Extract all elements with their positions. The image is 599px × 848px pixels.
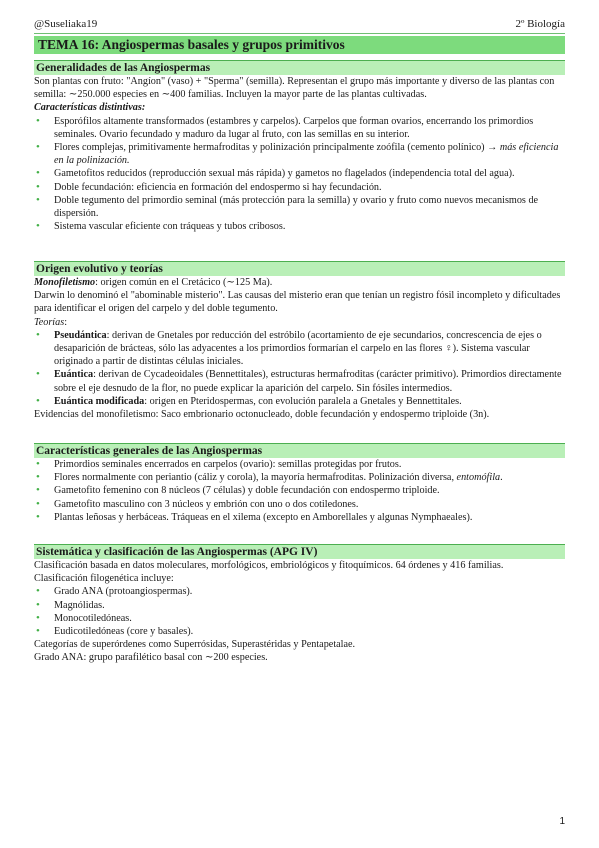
list-item: • Gametofitos reducidos (reproducción sexual más rápida) y gametos no flagelados (independencia total del agua).: [34, 167, 565, 180]
list-item: • Doble fecundación: eficiencia en formación del endospermo si hay fecundación.: [34, 181, 565, 194]
theories-list: [34, 329, 565, 408]
section-heading: Generalidades de las Angiospermas: [34, 60, 565, 75]
page-header: [34, 18, 565, 30]
list-item: • Grado ANA (protoangiospermas).: [34, 585, 565, 598]
subheading: Características distintivas:: [34, 102, 146, 114]
paragraph: Clasificación filogenética incluye:: [34, 573, 174, 585]
list-item: • Flores normalmente con periantio (cáliz y corola), la mayoría hermafroditas. Polinización diversa, entomófila.: [34, 471, 565, 484]
section-generalidades: [34, 60, 565, 233]
header-divider: [34, 33, 565, 34]
list-item: • Gametofito masculino con 3 núcleos y embrión con uno o dos cotiledones.: [34, 498, 565, 511]
section-sistematica: [34, 544, 565, 665]
list-item: • Sistema vascular eficiente con tráqueas y tubos cribosos.: [34, 220, 565, 233]
characteristics-list: [34, 458, 565, 524]
list-item: • Esporófilos altamente transformados (estambres y carpelos). Carpelos que forman ovarios, encerrando los primordios seminales. Ovario fecundado y maduro da lugar al fruto, con las semillas en su interior.: [34, 115, 565, 141]
list-item: • Doble tegumento del primordio seminal (más protección para la semilla) y ovario y fruto como nuevos mecanismos de dispersión.: [34, 194, 565, 220]
section-origen: [34, 261, 565, 421]
evidence-paragraph: Evidencias del monofiletismo: Saco embrionario octonucleado, doble fecundación y endospermo triploide (3n).: [34, 409, 490, 421]
paragraph: Grado ANA: grupo parafilético basal con ∼200 especies.: [34, 652, 268, 664]
intro-paragraph: Son plantas con fruto: "Angíon" (vaso) + "Sperma" (semilla). Representan el grupo más importante y diverso de las plantas con semilla: ∼250.000 especies en ∼400 familias. Incluyen la mayor parte de las plantas cultivadas.: [34, 76, 555, 101]
section-heading: Origen evolutivo y teorías: [34, 261, 565, 276]
section-heading: Sistemática y clasificación de las Angiospermas (APG IV): [34, 544, 565, 559]
paragraph: Clasificación basada en datos moleculares, morfológicos, embriológicos y fitoquímicos. 64 órdenes y 416 familias.: [34, 560, 504, 571]
list-item: • Monocotiledóneas.: [34, 612, 565, 625]
list-item: • Magnólidas.: [34, 599, 565, 612]
list-item: • Primordios seminales encerrados en carpelos (ovario): semillas protegidas por frutos.: [34, 458, 565, 471]
section-heading: Características generales de las Angiospermas: [34, 443, 565, 458]
list-item: • Euántica: derivan de Cycadeoidales (Bennettitales), estructuras hermafroditas (carácter primitivo). Primordios directamente sobre el eje desnudo de la flor, no puede explicar la aparición del carpelo. Sin fósiles intermedios.: [34, 368, 565, 394]
list-item: • Eudicotiledóneas (core y basales).: [34, 625, 565, 638]
list-item: • Plantas leñosas y herbáceas. Tráqueas en el xilema (excepto en Amborellales y algunas Nymphaeales).: [34, 511, 565, 524]
author-handle: @Suseliaka19: [34, 18, 98, 30]
list-item: • Pseudántica: derivan de Gnetales por reducción del estróbilo (acortamiento de eje secundarios, concrescencia de ejes o desaparición de brácteas, sólo las adyacentes a los primordios formarían el carpelo en las flores ♀). Sistema vascular originado a partir de distintas células iniciales.: [34, 329, 565, 369]
teorias-label: Teorías:: [34, 316, 68, 328]
paragraph: Categorías de superórdenes como Superrósidas, Superastéridas y Pentapetalae.: [34, 639, 356, 651]
page-title: TEMA 16: Angiospermas basales y grupos primitivos: [34, 36, 565, 54]
monofiletismo-line: Monofiletismo: origen común en el Cretácico (∼125 Ma).: [34, 277, 273, 288]
features-list: [34, 115, 565, 234]
darwin-paragraph: Darwin lo denominó el "abominable misterio". Las causas del misterio eran que tenían un registro fósil incompleto y dificultades para identificar el origen del carpelo y del doble tegumento.: [34, 290, 561, 315]
list-item: • Euántica modificada: origen en Pteridospermas, con evolución paralela a Gnetales y Bennettitales.: [34, 395, 565, 408]
list-item: • Gametofito femenino con 8 núcleos (7 células) y doble fecundación con endospermo triploide.: [34, 484, 565, 497]
section-caracteristicas: [34, 443, 565, 524]
course-label: 2º Biología: [515, 18, 565, 30]
classification-list: [34, 585, 565, 638]
page-number: 1: [559, 816, 565, 827]
list-item: • Flores complejas, primitivamente hermafroditas y polinización principalmente zoófila (cemento polínico) → más eficiencia en la polinización.: [34, 141, 565, 167]
